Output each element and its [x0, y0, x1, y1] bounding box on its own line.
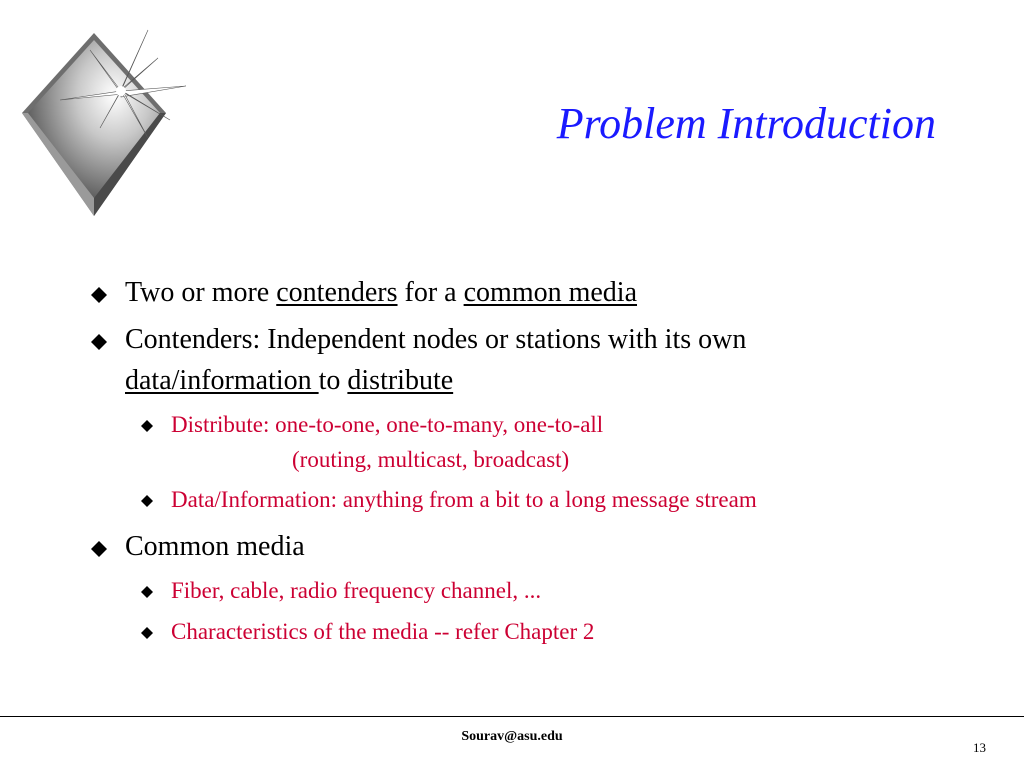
underlined-term: contenders [276, 277, 398, 308]
footer-divider [0, 716, 1024, 717]
sub-bullet-item: Characteristics of the media -- refer Chapter 2 [171, 619, 595, 644]
sub-bullet-item: Distribute: one-to-one, one-to-many, one-to-all [171, 412, 604, 437]
underlined-term: distribute [347, 365, 454, 396]
underlined-term: common media [463, 277, 638, 308]
bullet-item: Common media [125, 531, 305, 562]
diamond-bullet-icon [140, 419, 154, 433]
sub-bullet-item: Data/Information: anything from a bit to a long message stream [171, 487, 757, 512]
bullet-item-continuation [125, 365, 453, 397]
bullet-item [125, 277, 637, 309]
diamond-bullet-icon [90, 286, 108, 304]
diamond-bullet-icon [90, 540, 108, 558]
diamond-bullet-icon [140, 585, 154, 599]
bullet-item: Contenders: Independent nodes or stations with its own [125, 324, 747, 355]
underlined-term: data/information [125, 365, 319, 396]
page-number: 13 [973, 740, 986, 755]
footer-email: Sourav@asu.edu [461, 729, 563, 744]
sub-bullet-item: Fiber, cable, radio frequency channel, ... [171, 578, 542, 603]
diamond-bullet-icon [90, 333, 108, 351]
diamond-bullet-icon [140, 626, 154, 640]
bullet-text: Two or more [125, 277, 277, 308]
bullet-text: to [318, 365, 348, 396]
diamond-bullet-icon [140, 494, 154, 508]
sub-bullet-item-continuation: (routing, multicast, broadcast) [292, 447, 570, 472]
slide-title: Problem Introduction [556, 99, 936, 148]
bullet-text: for a [397, 277, 464, 308]
